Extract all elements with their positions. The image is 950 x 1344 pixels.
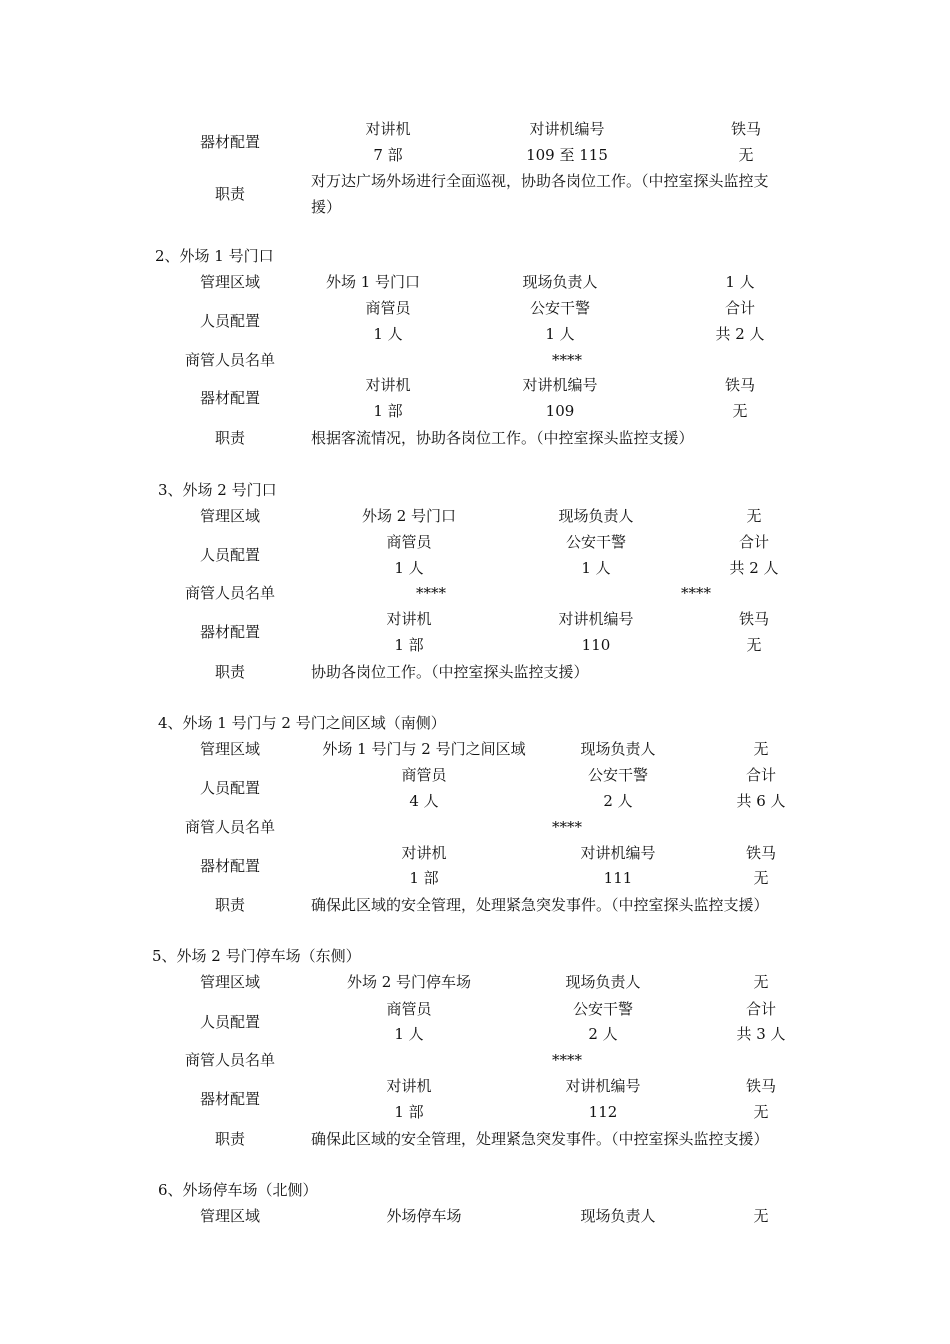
radio-count: 1 部 [373,402,403,420]
horse-header: 铁马 [738,610,770,628]
section-heading: 6、外场停车场（北侧） [158,1181,318,1199]
officer-value: 1 人 [725,273,755,291]
manager-count: 1 人 [373,325,403,343]
area-value: 外场 2 号门停车场 [346,973,472,991]
horse-value: 无 [746,636,762,654]
officer-value: 无 [753,740,769,758]
area-label: 管理区域 [199,973,261,991]
officer-label: 现场负责人 [580,740,656,758]
radio-no-header: 对讲机编号 [529,120,605,138]
manager-count: 1 人 [394,1025,424,1043]
police-header: 公安干警 [572,1000,634,1018]
radio-header: 对讲机 [401,844,447,862]
names-value: **** [552,1051,582,1069]
radio-header: 对讲机 [365,376,411,394]
duty-label: 职责 [214,185,246,203]
staff-label: 人员配置 [199,312,261,330]
equip-label: 器材配置 [199,389,261,407]
total-header: 合计 [745,766,777,784]
horse-header: 铁马 [724,376,756,394]
equip-label: 器材配置 [199,1090,261,1108]
staff-label: 人员配置 [199,1013,261,1031]
radio-no-header: 对讲机编号 [565,1077,641,1095]
radio-no: 112 [588,1103,618,1121]
total-count: 共 2 人 [715,325,765,343]
horse-header: 铁马 [745,1077,777,1095]
total-header: 合计 [724,299,756,317]
radio-count: 1 部 [394,1103,424,1121]
manager-count: 4 人 [409,792,439,810]
names-value: **** [552,818,582,836]
duty-text: 根据客流情况，协助各岗位工作。（中控室探头监控支援） [311,429,694,447]
police-header: 公安干警 [529,299,591,317]
section-heading: 3、外场 2 号门口 [158,481,277,499]
equip-label: 器材配置 [199,623,261,641]
horse-header: 铁马 [745,844,777,862]
police-count: 1 人 [545,325,575,343]
radio-header: 对讲机 [365,120,411,138]
manager-header: 商管员 [386,533,432,551]
duty-label: 职责 [214,896,246,914]
manager-header: 商管员 [386,1000,432,1018]
area-value: 外场停车场 [386,1207,462,1225]
radio-no: 109 [545,402,575,420]
total-count: 共 3 人 [736,1025,786,1043]
duty-text: 对万达广场外场进行全面巡视，协助各岗位工作。（中控室探头监控支 [311,172,769,190]
equip-label: 器材配置 [199,133,261,151]
names-value: **** [681,584,711,602]
names-label: 商管人员名单 [184,1051,276,1069]
officer-value: 无 [753,973,769,991]
names-label: 商管人员名单 [184,818,276,836]
manager-header: 商管员 [365,299,411,317]
duty-label: 职责 [214,1130,246,1148]
names-label: 商管人员名单 [184,584,276,602]
area-label: 管理区域 [199,273,261,291]
duty-text-cont: 援） [311,198,342,216]
names-value: **** [416,584,446,602]
section-heading: 2、外场 1 号门口 [155,247,274,265]
equip-label: 器材配置 [199,857,261,875]
duty-label: 职责 [214,663,246,681]
officer-label: 现场负责人 [580,1207,656,1225]
police-count: 1 人 [581,559,611,577]
officer-value: 无 [753,1207,769,1225]
duty-text: 确保此区域的安全管理，处理紧急突发事件。（中控室探头监控支援） [311,896,769,914]
section-heading: 4、外场 1 号门与 2 号门之间区域（南侧） [158,714,446,732]
total-count: 共 6 人 [736,792,786,810]
officer-label: 现场负责人 [522,273,598,291]
radio-no-header: 对讲机编号 [522,376,598,394]
duty-text: 协助各岗位工作。（中控室探头监控支援） [311,663,589,681]
police-count: 2 人 [588,1025,618,1043]
officer-label: 现场负责人 [565,973,641,991]
radio-header: 对讲机 [386,610,432,628]
horse-header: 铁马 [730,120,762,138]
radio-header: 对讲机 [386,1077,432,1095]
police-count: 2 人 [603,792,633,810]
area-label: 管理区域 [199,740,261,758]
radio-no: 110 [581,636,611,654]
horse-value: 无 [738,146,754,164]
total-header: 合计 [745,1000,777,1018]
horse-value: 无 [753,869,769,887]
staff-label: 人员配置 [199,546,261,564]
area-label: 管理区域 [199,1207,261,1225]
officer-value: 无 [746,507,762,525]
manager-count: 1 人 [394,559,424,577]
duty-text: 确保此区域的安全管理，处理紧急突发事件。（中控室探头监控支援） [311,1130,769,1148]
radio-no: 109 至 115 [526,146,608,164]
area-value: 外场 1 号门口 [325,273,421,291]
radio-count: 1 部 [409,869,439,887]
radio-no-header: 对讲机编号 [580,844,656,862]
manager-header: 商管员 [401,766,447,784]
radio-no-header: 对讲机编号 [558,610,634,628]
section-heading: 5、外场 2 号门停车场（东侧） [152,947,361,965]
total-count: 共 2 人 [729,559,779,577]
total-header: 合计 [738,533,770,551]
staff-label: 人员配置 [199,779,261,797]
area-label: 管理区域 [199,507,261,525]
police-header: 公安干警 [565,533,627,551]
radio-count: 7 部 [373,146,403,164]
area-value: 外场 1 号门与 2 号门之间区域 [322,740,526,758]
names-value: **** [552,351,582,369]
radio-count: 1 部 [394,636,424,654]
officer-label: 现场负责人 [558,507,634,525]
horse-value: 无 [732,402,748,420]
police-header: 公安干警 [587,766,649,784]
names-label: 商管人员名单 [184,351,276,369]
radio-no: 111 [603,869,633,887]
horse-value: 无 [753,1103,769,1121]
area-value: 外场 2 号门口 [361,507,457,525]
duty-label: 职责 [214,429,246,447]
